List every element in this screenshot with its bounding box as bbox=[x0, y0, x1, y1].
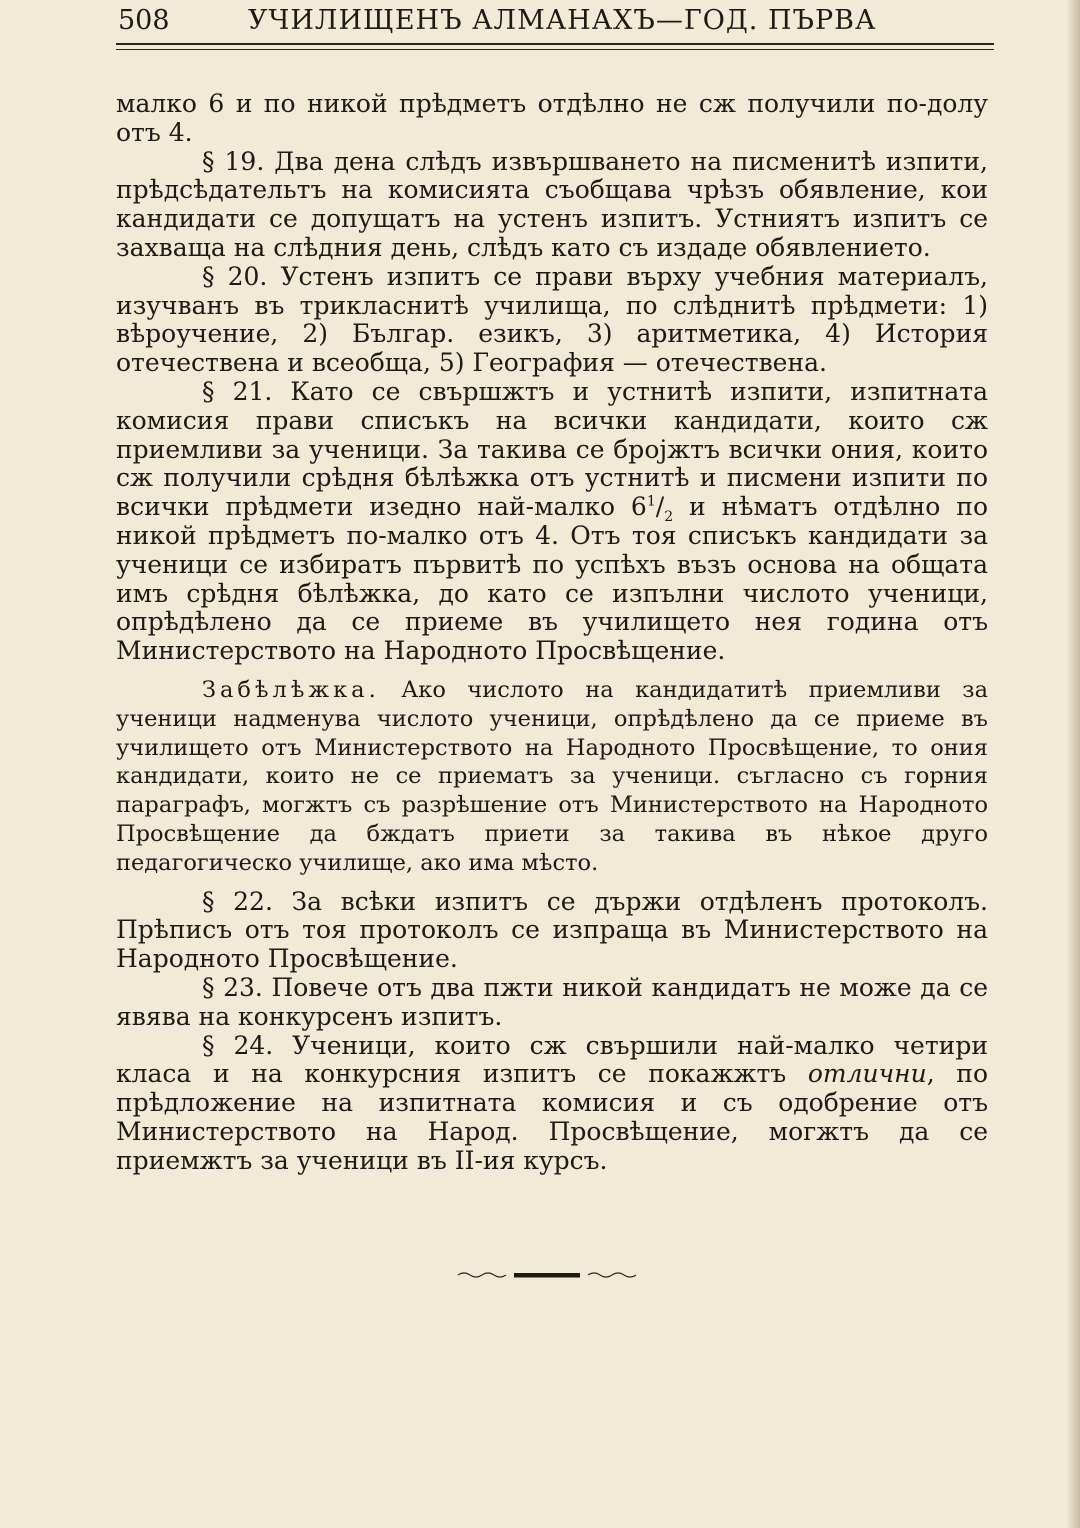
note-label: Забѣлѣжка. bbox=[202, 676, 380, 703]
paragraph-24-part2: , по прѣдложение на изпитната комисия и съ одобрение отъ Министерството на Народ. Просвѣщение, могжтъ да се приемжтъ за ученици въ II-ия курсъ. bbox=[116, 1059, 988, 1175]
paragraph-24-italic: отлични bbox=[807, 1059, 927, 1089]
fraction-numerator: 1 bbox=[646, 493, 656, 510]
page-edge-shadow bbox=[1066, 0, 1080, 1528]
note-block bbox=[116, 676, 988, 878]
paragraph-24 bbox=[116, 1032, 988, 1176]
body-text bbox=[116, 90, 988, 1175]
page-number: 508 bbox=[118, 5, 170, 36]
paragraph-19: § 19. Два дена слѣдъ извършването на писменитѣ изпити, прѣдсѣдательтъ на комисията съобщава чрѣзъ обявление, кои кандидати се допущатъ на устенъ изпитъ. Устниятъ изпитъ се захваща на слѣдния день, слѣдъ като съ издаде обявлението. bbox=[116, 146, 988, 262]
paragraph-21 bbox=[116, 378, 988, 666]
page-header bbox=[118, 2, 994, 40]
end-ornament bbox=[456, 1268, 638, 1282]
paragraph-24-part1: § 24. Ученици, които сж свършили най-малко четири класа и на конкурсния изпитъ се покажжтъ bbox=[116, 1030, 988, 1089]
paragraph-21-part1: § 21. Като се свършжтъ и устнитѣ изпити, изпитната комисия прави списъкъ на всички кандидати, които сж приемливи за ученици. За такива се броjжтъ всички ония, които сж получили срѣдня бѣлѣжка отъ устнитѣ и писмени изпити по всички прѣдмети изедно най-малко 6 bbox=[116, 376, 988, 522]
running-title: УЧИЛИЩЕНЪ АЛМАНАХЪ—ГОД. ПЪРВА bbox=[248, 5, 877, 36]
note-text: Ако числото на кандидатитѣ приемливи за ученици надменува числото ученици, опрѣдѣлено да се приеме въ училището отъ Министерството на Народното Просвѣщение, то ония кандидати, които не се приематъ за ученици. съгласно съ горния параграфъ, могжтъ съ разрѣшение отъ Министерството на Народното Просвѣщение да бждатъ приети за такива въ нѣкое друго педагогическо училище, ако има мѣсто. bbox=[116, 676, 988, 876]
fraction-denominator: 2 bbox=[664, 509, 674, 526]
paragraph-23: § 23. Повече отъ два пжти никой кандидатъ не може да се явява на конкурсенъ изпитъ. bbox=[116, 972, 988, 1031]
paragraph-22: § 22. За всѣки изпитъ се държи отдѣленъ протоколъ. Прѣписъ отъ тоя протоколъ се изпраща въ Министерството на Народното Просвѣщение. bbox=[116, 886, 988, 974]
paragraph-21-part2: и нѣматъ отдѣлно по никой прѣдметъ по-малко отъ 4. Отъ тоя списъкъ кандидати за ученици се избиратъ първитѣ по успѣхъ възъ основа на общата имъ срѣдня бѣлѣжка, до като се изпълни числото ученици, опрѣдѣлено да се приеме въ училището нея година отъ Министерството на Народното Просвѣщение. bbox=[116, 492, 988, 666]
paragraph-continuation: малко 6 и по никой прѣдметъ отдѣлно не сж получили по-долу отъ 4. bbox=[116, 89, 988, 147]
paragraph-20: § 20. Устенъ изпитъ се прави върху учебния материалъ, изучванъ въ трикласнитѣ училища, по слѣднитѣ прѣдмети: 1) вѣроучение, 2) Българ. езикъ, 3) аритметика, 4) История отечествена и всеобща, 5) География — отечествена. bbox=[116, 261, 988, 378]
header-rule bbox=[116, 43, 994, 50]
fraction-slash: / bbox=[655, 492, 665, 522]
